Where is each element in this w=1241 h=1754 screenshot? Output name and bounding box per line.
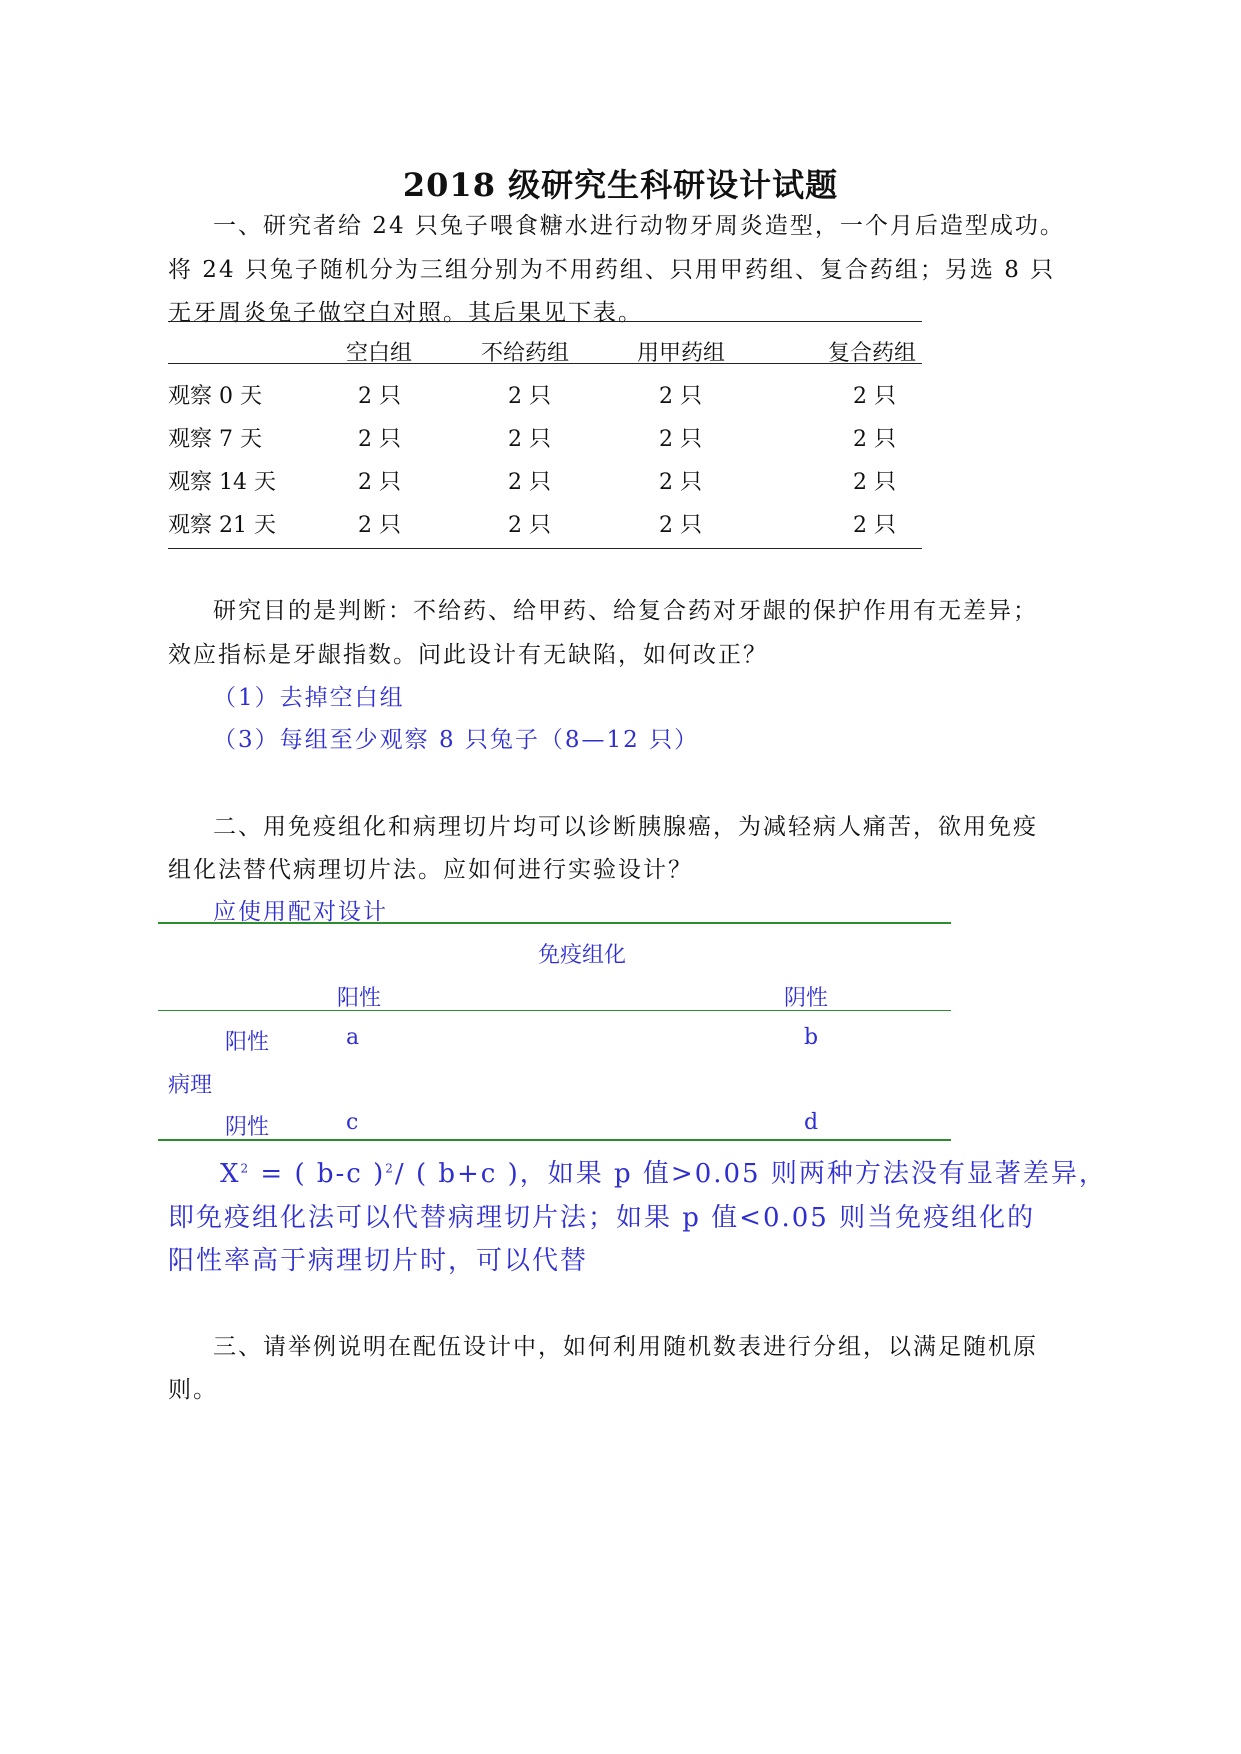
table1-cell: 2 只 [508,384,551,409]
table1-row-label: 观察 21 天 [168,513,276,538]
q1-answer-1: （1）去掉空白组 [213,685,405,711]
chi-square-formula [220,1153,1107,1190]
table2-row-positive: 阳性 [225,1030,270,1055]
table2-row-group: 病理 [168,1073,213,1098]
table1-cell: 2 只 [853,384,896,409]
table2-cell-a: a [346,1025,360,1050]
table1-cell: 2 只 [358,427,401,452]
table1-cell: 2 只 [508,427,551,452]
q3-line-1: 三、请举例说明在配伍设计中，如何利用随机数表进行分组，以满足随机原 [213,1334,1038,1360]
table1-cell: 2 只 [659,427,702,452]
table2-cell-c: c [346,1110,359,1135]
table2-cell-d: d [804,1110,819,1135]
table1-cell: 2 只 [508,470,551,495]
table2-bottom-rule [158,1139,951,1141]
q2-line-1: 二、用免疫组化和病理切片均可以诊断胰腺癌，为减轻病人痛苦，欲用免疫 [213,814,1038,840]
table1-header-blank: 空白组 [346,341,413,366]
table1-cell: 2 只 [358,470,401,495]
table2-col-positive: 阳性 [337,986,382,1011]
formula-part-2: / ( b+c )，如果 p 值>0.05 则两种方法没有显著差异， [394,1159,1107,1189]
table1-cell: 2 只 [853,427,896,452]
table1-header-nodrug: 不给药组 [481,341,570,366]
table2-col-group: 免疫组化 [538,943,627,968]
table1-bottom-rule [168,548,922,549]
page-title: 2018 级研究生科研设计试题 [402,166,839,204]
formula-exponent: 2 [385,1161,395,1176]
table1-row-label: 观察 14 天 [168,470,276,495]
table1-header-druga: 用甲药组 [637,341,726,366]
q1-purpose-line-1: 研究目的是判断：不给药、给甲药、给复合药对牙龈的保护作用有无差异； [213,598,1038,624]
table1-cell: 2 只 [358,384,401,409]
q1-line-3: 无牙周炎兔子做空白对照。其后果见下表。 [168,300,643,326]
table1-cell: 2 只 [659,513,702,538]
table2-top-rule [158,922,951,924]
q1-line-1: 一、研究者给 24 只兔子喂食糖水进行动物牙周炎造型，一个月后造型成功。 [213,213,1065,239]
q1-line-2: 将 24 只兔子随机分为三组分别为不用药组、只用甲药组、复合药组；另选 8 只 [168,257,1056,283]
table1-cell: 2 只 [508,513,551,538]
table1-cell: 2 只 [659,384,702,409]
table1-cell: 2 只 [853,470,896,495]
formula-part-1: = ( b-c ) [260,1159,386,1189]
table1-header-compound: 复合药组 [828,341,917,366]
q1-purpose-line-2: 效应指标是牙龈指数。问此设计有无缺陷，如何改正？ [168,642,768,668]
table1-cell: 2 只 [358,513,401,538]
chi-square-exponent: 2 [240,1161,251,1176]
table2-row-negative: 阴性 [225,1115,270,1140]
table1-top-rule [168,321,922,322]
q2-answer: 应使用配对设计 [213,899,388,925]
table1-cell: 2 只 [659,470,702,495]
formula-conclusion-line-2: 即免疫组化法可以代替病理切片法；如果 p 值<0.05 则当免疫组化的 [168,1203,1036,1233]
table1-header-rule [168,363,922,364]
table2-cell-b: b [804,1025,819,1050]
formula-conclusion-line-3: 阳性率高于病理切片时，可以代替 [168,1246,589,1276]
table1-cell: 2 只 [853,513,896,538]
chi-square-symbol: X [220,1159,241,1189]
q3-line-2: 则。 [168,1377,218,1403]
table1-row-label: 观察 0 天 [168,384,262,409]
table2-col-negative: 阴性 [784,986,829,1011]
table2-header-rule [158,1010,951,1011]
q1-answer-2: （3）每组至少观察 8 只兔子（8—12 只） [213,727,700,753]
table1-row-label: 观察 7 天 [168,427,262,452]
q2-line-2: 组化法替代病理切片法。应如何进行实验设计？ [168,857,693,883]
